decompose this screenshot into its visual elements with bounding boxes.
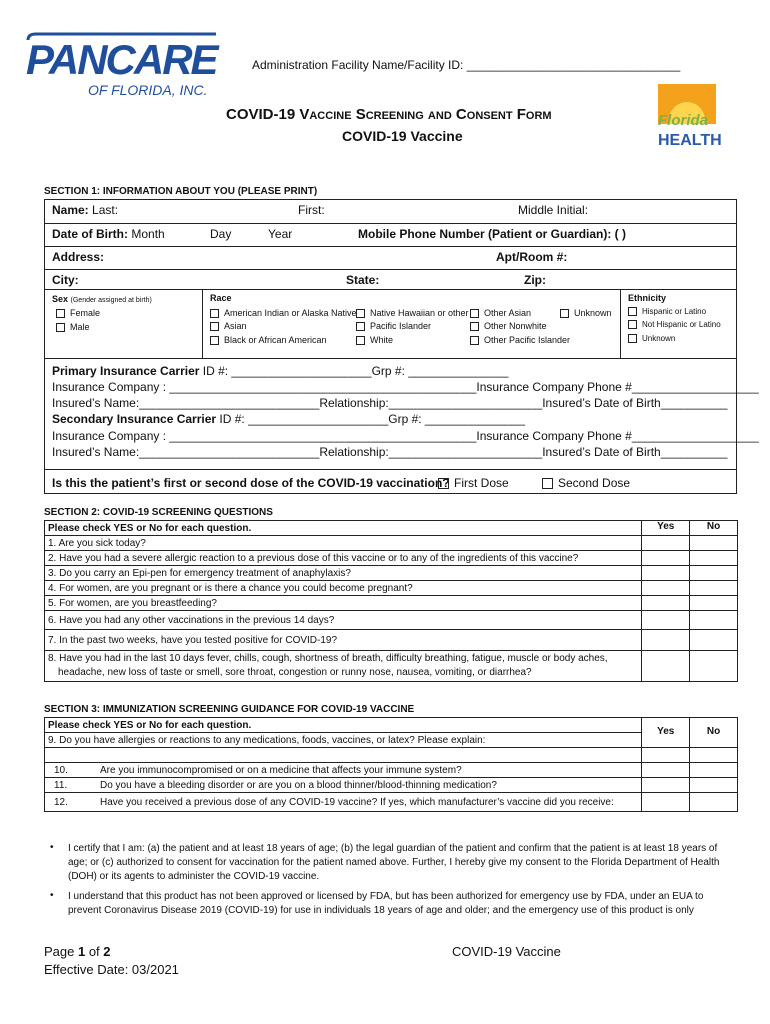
first-dose-option[interactable]: First Dose (438, 476, 509, 490)
footer-title: COVID-19 Vaccine (452, 944, 561, 959)
table-row: 2. Have you had a severe allergic reaction to a previous dose of this vaccine or to any of the ingredients of this vaccine? (45, 551, 738, 566)
section2-table (44, 520, 738, 682)
race-option[interactable]: Other Nonwhite (470, 321, 547, 331)
table-row: 11. Do you have a bleeding disorder or are you on a blood thinner/blood-thinning medication? (45, 778, 738, 793)
health-text: HEALTH (658, 132, 722, 149)
explain-field[interactable] (45, 748, 642, 763)
no-cell[interactable] (690, 630, 738, 651)
section2-heading: SECTION 2: COVID-19 SCREENING QUESTIONS (44, 507, 273, 518)
zip-field[interactable]: Zip: (524, 273, 546, 287)
yes-cell[interactable] (642, 581, 690, 596)
dob-row (52, 227, 165, 241)
race-option[interactable]: American Indian or Alaska Native (210, 308, 357, 318)
checkbox-icon[interactable] (542, 478, 553, 489)
race-option[interactable]: Asian (210, 321, 247, 331)
no-cell[interactable] (690, 581, 738, 596)
yes-cell[interactable] (642, 630, 690, 651)
sex-option-female[interactable]: Female (56, 308, 100, 318)
checkbox-icon[interactable] (470, 322, 479, 331)
pancare-logo-text: PANCARE (26, 36, 217, 83)
table-row: 1. Are you sick today? (45, 536, 738, 551)
yes-cell[interactable] (642, 596, 690, 611)
insured-name-1[interactable]: Insured’s Name:___________________________Relationship:_______________________Insured’s Date of Birth__________ (52, 396, 728, 410)
form-title: COVID-19 Vaccine Screening and Consent Form (226, 106, 552, 123)
no-cell[interactable] (690, 748, 738, 763)
checkbox-icon[interactable] (628, 307, 637, 316)
no-cell[interactable] (690, 566, 738, 581)
florida-text: Florida (658, 112, 709, 129)
checkbox-icon[interactable] (356, 336, 365, 345)
section1-heading: SECTION 1: INFORMATION ABOUT YOU (PLEASE PRINT) (44, 186, 318, 197)
checkbox-icon[interactable] (628, 334, 637, 343)
insurance-company-1[interactable]: Insurance Company : ______________________________________________Insurance Company Phone #___________________ (52, 380, 759, 394)
page-number: Page 1 of 2 (44, 944, 111, 959)
effective-date: Effective Date: 03/2021 (44, 962, 179, 977)
name-row (52, 203, 118, 217)
yes-cell[interactable] (642, 536, 690, 551)
no-cell[interactable] (690, 793, 738, 812)
table-row: 12. Have you received a previous dose of any COVID-19 vaccine? If yes, which manufacturer’s vaccine did you receive: (45, 793, 738, 812)
consent-statement-2: I understand that this product has not been approved or licensed by FDA, but has been authorized for emergency use by FDA, under an EUA to prevent Coronavirus Disease 2019 (COVID-19) for use in individuals 18 years of age and older; and the emergency use of this product is only (68, 891, 704, 916)
race-option[interactable]: Black or African American (210, 335, 327, 345)
table-row: 6. Have you had any other vaccinations in the previous 14 days? (45, 611, 738, 630)
race-option[interactable]: White (356, 335, 393, 345)
ethnicity-label: Ethnicity (628, 293, 667, 303)
checkbox-icon[interactable] (210, 336, 219, 345)
form-subtitle: COVID-19 Vaccine (342, 128, 463, 144)
yes-cell[interactable] (642, 551, 690, 566)
insured-name-2[interactable]: Insured’s Name:___________________________Relationship:_______________________Insured’s Date of Birth__________ (52, 445, 728, 459)
address-field[interactable]: Address: (52, 250, 105, 264)
row-divider (44, 289, 737, 290)
checkbox-icon[interactable] (628, 320, 637, 329)
no-header: No (690, 718, 738, 748)
no-cell[interactable] (690, 596, 738, 611)
city-field[interactable]: City: (52, 273, 79, 287)
bullet-icon: • (50, 842, 54, 853)
sex-note: (Gender assigned at birth) (70, 297, 152, 304)
sex-option-male[interactable]: Male (56, 322, 90, 332)
checkbox-icon[interactable] (356, 322, 365, 331)
dose-question: Is this the patient’s first or second dose of the COVID-19 vaccination? (52, 476, 450, 490)
first-name-field[interactable]: First: (298, 203, 325, 217)
race-option[interactable]: Native Hawaiian or other (356, 308, 469, 318)
checkbox-icon[interactable] (56, 323, 65, 332)
yes-cell[interactable] (642, 566, 690, 581)
row-divider (44, 469, 737, 470)
checkbox-icon[interactable] (56, 309, 65, 318)
table-row: 8. Have you had in the last 10 days fever, chills, cough, shortness of breath, difficulty breathing, fatigue, muscle or body aches, headache, new loss of taste or smell, sore throat, congestion or runny nose, nausea, vomiting, or diarrhea? (45, 651, 738, 682)
bullet-icon: • (50, 890, 54, 901)
apt-room-field[interactable]: Apt/Room #: (496, 250, 568, 264)
pancare-logo-subtext: OF FLORIDA, INC. (88, 82, 208, 98)
no-cell[interactable] (690, 611, 738, 630)
checkbox-icon[interactable] (560, 309, 569, 318)
yes-cell[interactable] (642, 611, 690, 630)
table-header-row (45, 521, 738, 536)
race-label: Race (210, 293, 232, 303)
column-divider (620, 289, 621, 359)
dob-year-field[interactable]: Year (268, 227, 293, 241)
yes-cell[interactable] (642, 651, 690, 682)
state-field[interactable]: State: (346, 273, 380, 287)
dob-label: Date of Birth: (52, 227, 128, 241)
checkbox-icon[interactable] (470, 336, 479, 345)
dob-day-field[interactable]: Day (210, 227, 232, 241)
last-name-field[interactable]: Last: (92, 203, 119, 217)
race-option[interactable]: Unknown (560, 308, 612, 318)
second-dose-option[interactable]: Second Dose (542, 476, 630, 490)
name-label: Name: (52, 203, 89, 217)
middle-initial-field[interactable]: Middle Initial: (518, 203, 589, 217)
yes-cell[interactable] (642, 778, 690, 793)
race-option[interactable]: Pacific Islander (356, 321, 431, 331)
yes-cell[interactable] (642, 748, 690, 763)
facility-id-field[interactable]: Administration Facility Name/Facility ID: ________________________________ (252, 58, 681, 72)
checkbox-icon[interactable] (356, 309, 365, 318)
row-divider (44, 223, 737, 224)
yes-cell[interactable] (642, 793, 690, 812)
row-divider (44, 269, 737, 270)
table-header-row (45, 718, 738, 733)
ethnicity-option[interactable]: Unknown (628, 334, 675, 343)
yes-cell[interactable] (642, 763, 690, 778)
consent-statement-1: I certify that I am: (a) the patient and at least 18 years of age; (b) the legal guardian of the patient and confirm that the patient is at least 18 years of age; or (c) authorized to consent for vaccination for the patient named above. Further, I hereby give my consent to the Florida Department of Health (DOH) or its agents to administer the COVID-19 vaccine. (68, 843, 720, 882)
secondary-insurance-row[interactable]: Secondary Insurance Carrier ID #: _____________________Grp #: _______________ (52, 412, 526, 426)
table-row: 10. Are you immunocompromised or on a medicine that affects your immune system? (45, 763, 738, 778)
no-cell[interactable] (690, 651, 738, 682)
ethnicity-option[interactable]: Not Hispanic or Latino (628, 320, 721, 329)
table-row: 9. Do you have allergies or reactions to any medications, foods, vaccines, or latex? Please explain: (45, 733, 738, 748)
checkbox-icon[interactable] (438, 478, 449, 489)
race-option[interactable]: Other Asian (470, 308, 531, 318)
sex-label: Sex (52, 294, 69, 304)
instruction-cell: Please check YES or No for each question. (45, 521, 642, 536)
column-divider (202, 289, 203, 359)
row-divider (44, 246, 737, 247)
no-header: No (690, 521, 738, 536)
sex-group (52, 294, 152, 304)
pancare-logo (26, 32, 226, 102)
table-row: 7. In the past two weeks, have you tested positive for COVID-19? (45, 630, 738, 651)
race-option[interactable]: Other Pacific Islander (470, 335, 570, 345)
checkbox-icon[interactable] (210, 309, 219, 318)
section3-heading: SECTION 3: IMMUNIZATION SCREENING GUIDANCE FOR COVID-19 VACCINE (44, 704, 415, 715)
table-row: 5. For women, are you breastfeeding? (45, 596, 738, 611)
insurance-company-2[interactable]: Insurance Company : ______________________________________________Insurance Company Phone #___________________ (52, 429, 759, 443)
no-cell[interactable] (690, 778, 738, 793)
checkbox-icon[interactable] (470, 309, 479, 318)
ethnicity-option[interactable]: Hispanic or Latino (628, 307, 706, 316)
primary-insurance-row[interactable]: Primary Insurance Carrier ID #: _____________________Grp #: _______________ (52, 364, 509, 378)
no-cell[interactable] (690, 551, 738, 566)
instruction-cell: Please check YES or No for each question. (45, 718, 642, 733)
checkbox-icon[interactable] (210, 322, 219, 331)
mobile-phone-field[interactable]: Mobile Phone Number (Patient or Guardian): ( ) (358, 227, 627, 241)
table-row: 4. For women, are you pregnant or is there a chance you could become pregnant? (45, 581, 738, 596)
section3-table (44, 717, 738, 812)
yes-header: Yes (642, 521, 690, 536)
no-cell[interactable] (690, 763, 738, 778)
yes-header: Yes (642, 718, 690, 748)
table-row: 3. Do you carry an Epi-pen for emergency treatment of anaphylaxis? (45, 566, 738, 581)
florida-health-logo (656, 84, 722, 156)
table-row (45, 748, 738, 763)
no-cell[interactable] (690, 536, 738, 551)
dob-month-field[interactable]: Month (131, 227, 165, 241)
